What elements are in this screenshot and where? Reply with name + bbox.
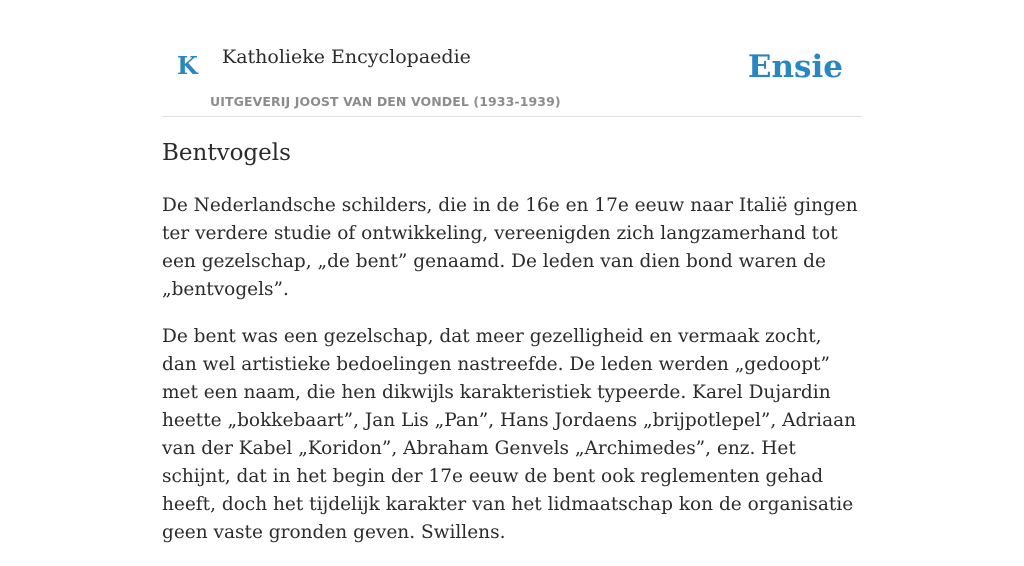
article-paragraph: De Nederlandsche schilders, die in de 16e en 17e eeuw naar Italië gingen ter verdere studie of ontwikkeling, vereenigden zich langzamerhand tot een gezelschap, „de bent” genaamd. De leden van dien bond waren de „bentvogels”. (162, 195, 858, 300)
article-body (162, 192, 862, 566)
ensie-brand-logo[interactable]: Ensie (747, 49, 843, 85)
article-title: Bentvogels (162, 140, 291, 166)
encyclopedia-logo[interactable]: K (177, 51, 198, 80)
article-paragraph: De bent was een gezelschap, dat meer gezelligheid en vermaak zocht, dan wel artistieke bedoelingen nastreefde. De leden werden „gedoopt” met een naam, die hen dikwijls karakteristiek typeerde. Karel Dujardin heette „bokkebaart”, Jan Lis „Pan”, Hans Jordaens „brijpotlepel”, Adriaan van der Kabel „Koridon”, Abraham Genvels „Archimedes”, enz. Het schijnt, dat in het begin der 17e eeuw de bent ook reglementen gehad heeft, doch het tijdelijk karakter van het lidmaatschap kon de organisatie geen vaste gronden geven. Swillens. (162, 326, 857, 543)
header (162, 0, 862, 117)
publisher-label: UITGEVERIJ JOOST VAN DEN VONDEL (1933-1939) (210, 94, 561, 109)
publication-title[interactable]: Katholieke Encyclopaedie (222, 46, 471, 68)
page (162, 0, 862, 543)
